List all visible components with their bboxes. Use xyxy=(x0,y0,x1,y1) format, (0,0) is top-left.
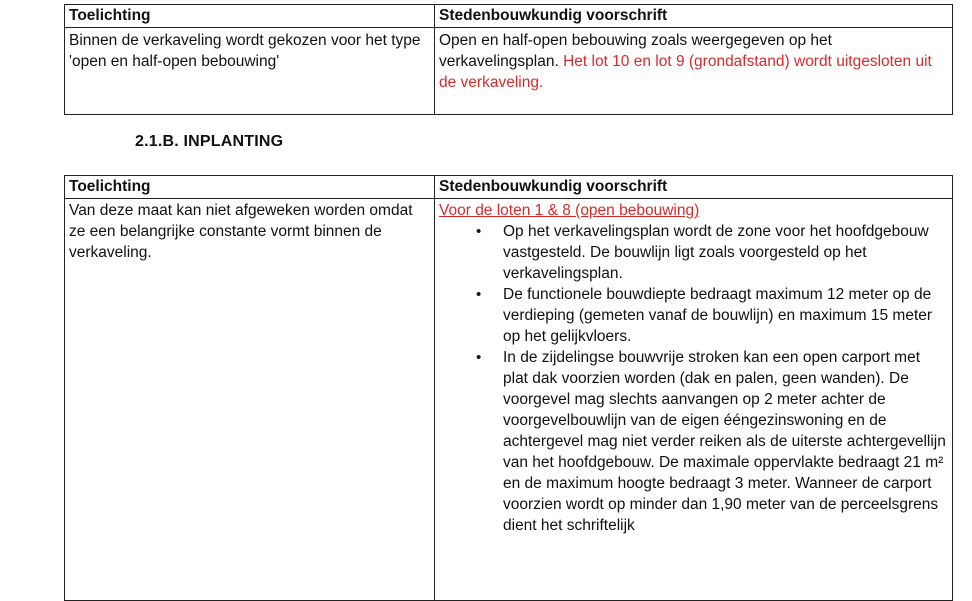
table-header-row xyxy=(65,5,953,28)
voorschrift-text: Open en half-open bebouwing zoals weergegeven op het verkavelingsplan. xyxy=(439,32,832,70)
lots-subheading-red: Voor de loten 1 & 8 (open bebouwing) xyxy=(439,202,700,219)
voorschrift-amendment-red: Het lot 10 en lot 9 (grondafstand) wordt uitgesloten uit de verkaveling. xyxy=(439,53,932,91)
voorschrift-cell xyxy=(435,199,953,601)
toelichting-cell: Binnen de verkaveling wordt gekozen voor het type 'open en half-open bebouwing' xyxy=(65,28,435,115)
header-stedenbouwkundig-voorschrift: Stedenbouwkundig voorschrift xyxy=(435,5,953,28)
bullet-item: • Op het verkavelingsplan wordt de zone voor het hoofdgebouw vastgesteld. De bouwlijn ligt zoals voorgesteld op het verkavelingsplan. xyxy=(503,221,948,284)
table-toelichting-open-bebouwing xyxy=(64,4,953,115)
section-heading-inplanting: 2.1.B. INPLANTING xyxy=(135,133,284,150)
table-row xyxy=(65,199,953,601)
bullet-item: • In de zijdelingse bouwvrije stroken kan een open carport met plat dak voorzien worden (dak en palen, geen wanden). De voorgevel mag slechts aanvangen op 2 meter achter de voorgevelbouwlijn van de eigen ééngezinswoning en de achtergevel mag niet verder reiken als de uiterste achtergevellijn van het hoofdgebouw. De maximale oppervlakte bedraagt 21 m² en de maximum hoogte bedraagt 3 meter. Wanneer de carport voorzien wordt op minder dan 1,90 meter van de perceelsgrens dient het schriftelijk xyxy=(503,347,948,536)
voorschrift-cell xyxy=(435,28,953,115)
voorschrift-bullet-list xyxy=(439,221,948,536)
bullet-item: • De functionele bouwdiepte bedraagt maximum 12 meter op de verdieping (gemeten vanaf de bouwlijn) en maximum 15 meter op het gelijkvloers. xyxy=(503,284,948,347)
table-header-row xyxy=(65,176,953,199)
header-toelichting: Toelichting xyxy=(65,176,435,199)
header-toelichting: Toelichting xyxy=(65,5,435,28)
toelichting-cell: Van deze maat kan niet afgeweken worden omdat ze een belangrijke constante vormt binnen de verkaveling. xyxy=(65,199,435,601)
table-toelichting-inplanting xyxy=(64,175,953,601)
table-row xyxy=(65,28,953,115)
header-stedenbouwkundig-voorschrift: Stedenbouwkundig voorschrift xyxy=(435,176,953,199)
